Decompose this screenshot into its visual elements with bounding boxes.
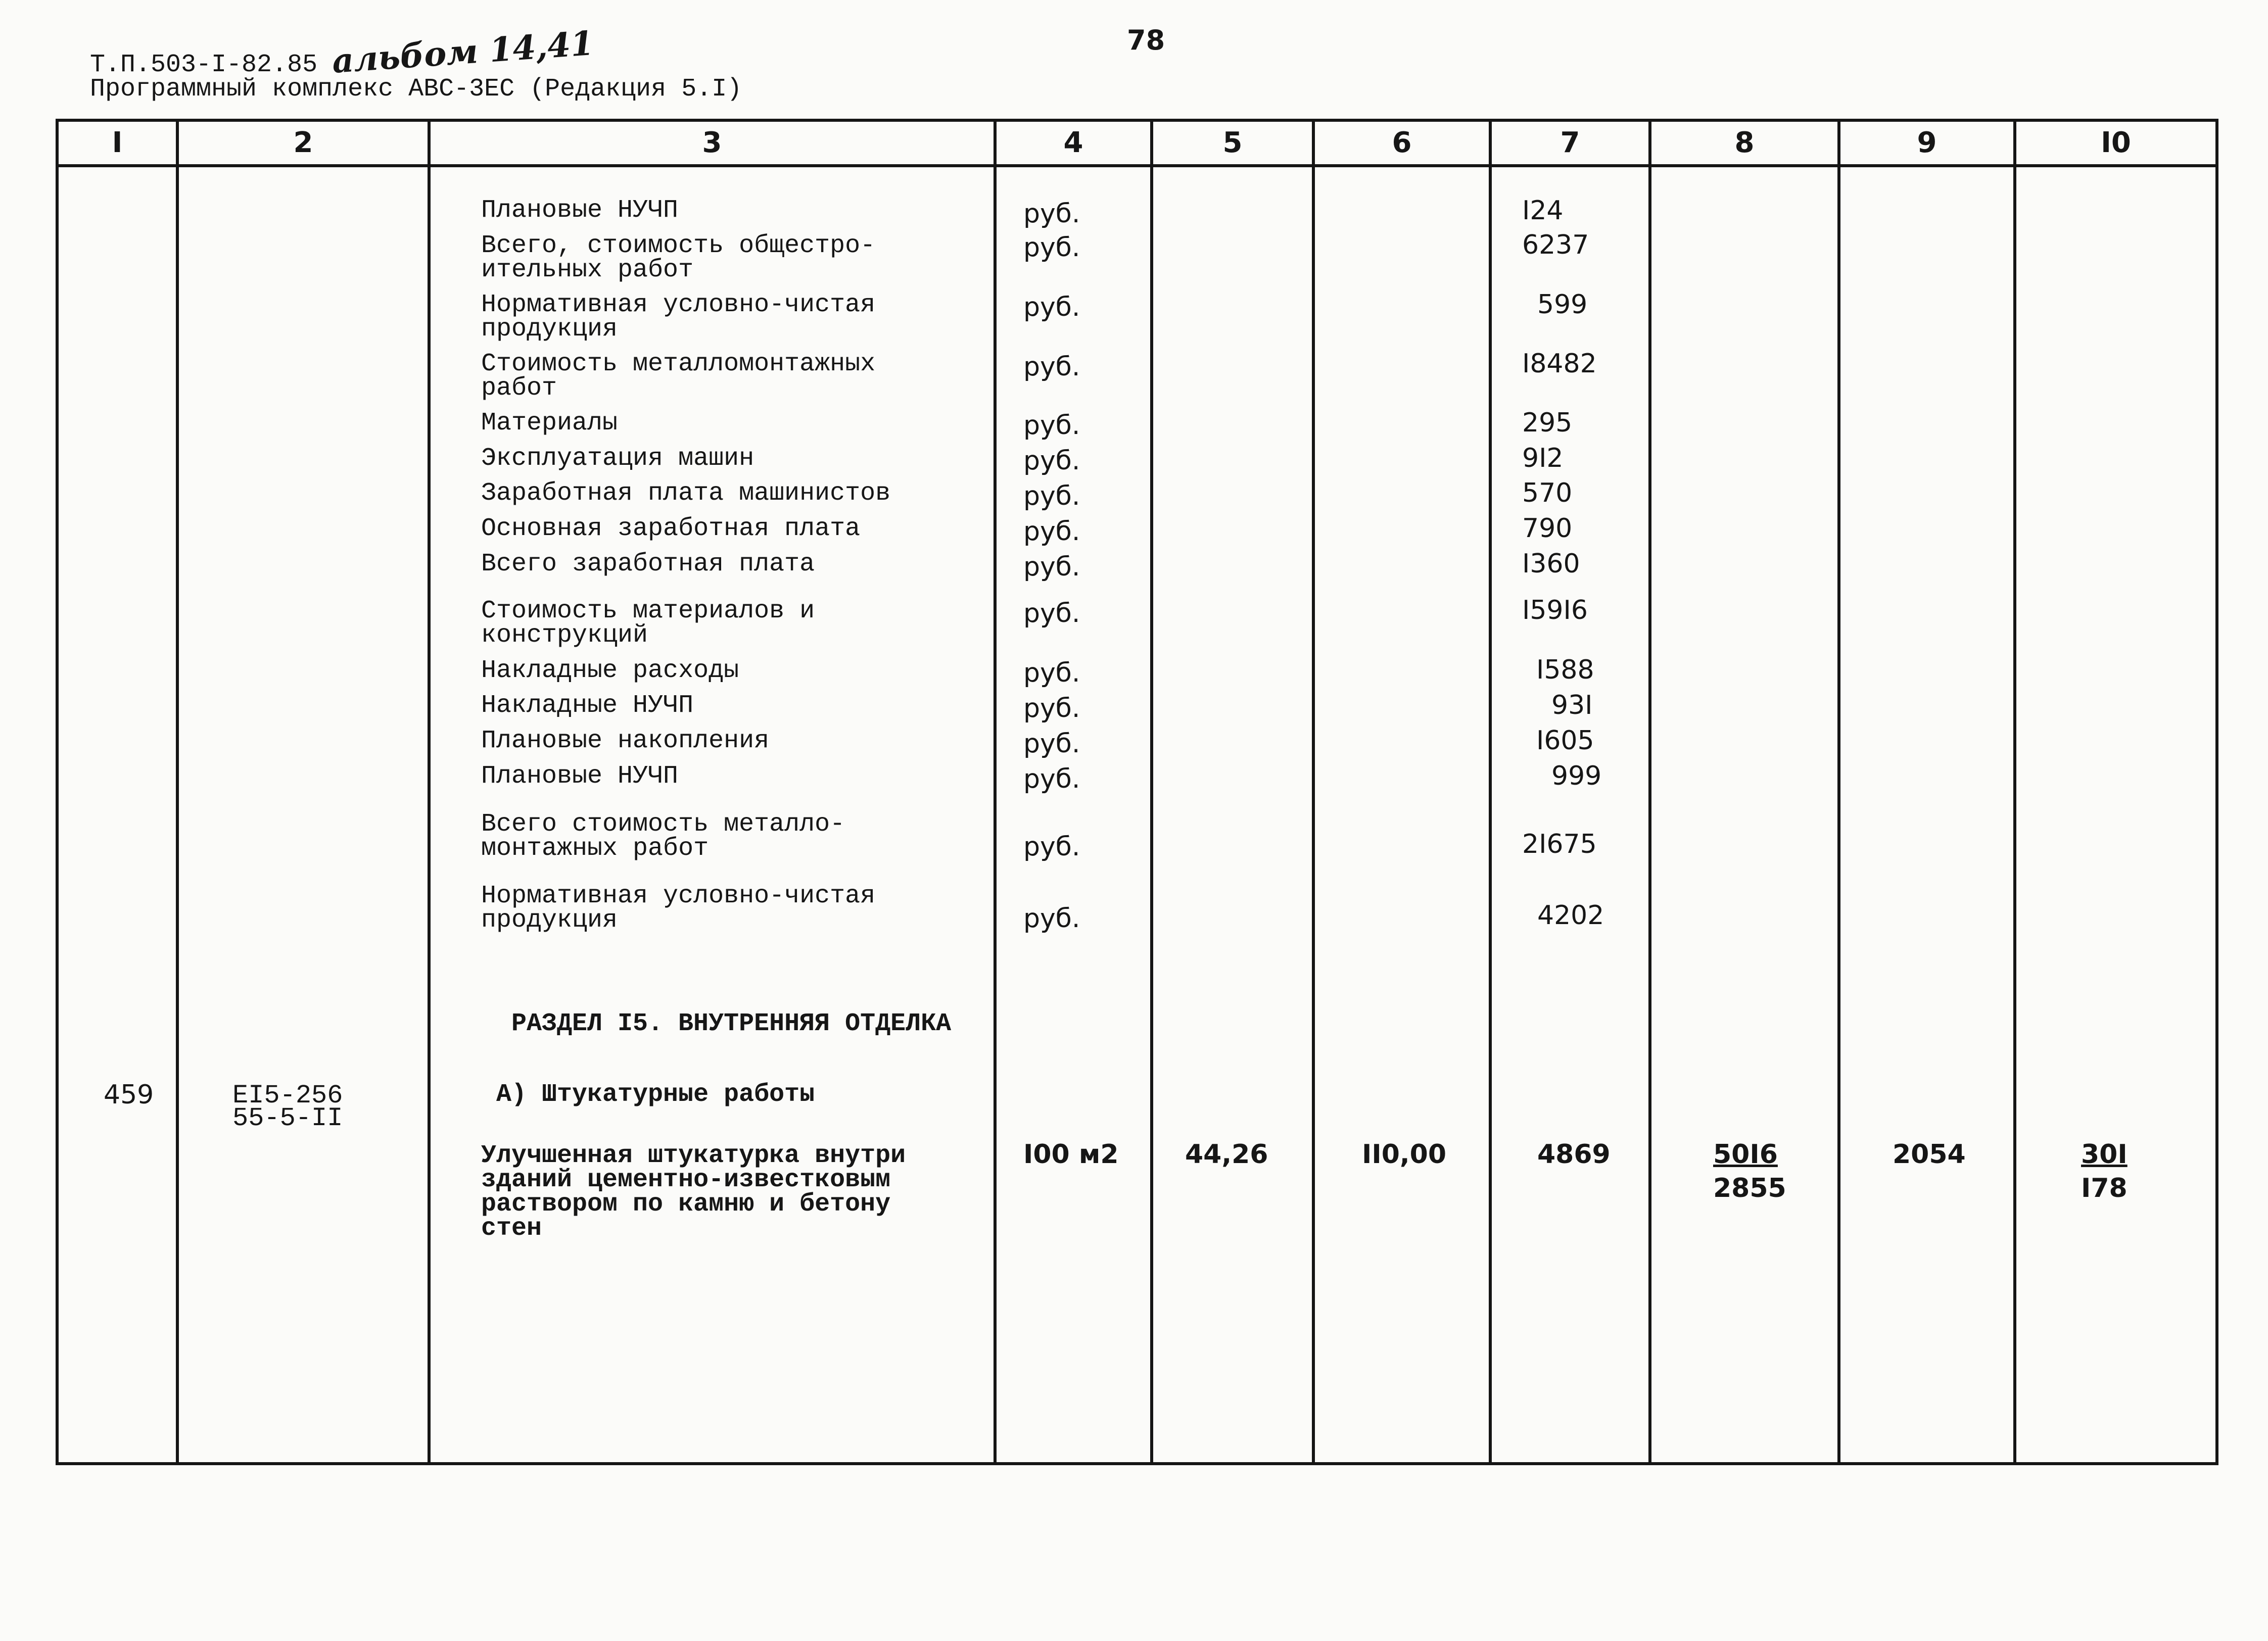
item-col8-bottom: 2855 [1713, 1173, 1786, 1203]
column-divider [428, 119, 431, 1465]
handwritten-album-note: альбом 14,41 [330, 23, 595, 81]
row-value: 9I2 [1522, 443, 1564, 473]
page-number: 78 [1127, 24, 1165, 56]
header-divider [56, 164, 2218, 167]
row-unit: руб. [1023, 446, 1080, 476]
item-col9: 2054 [1893, 1139, 1966, 1170]
row-unit: руб. [1023, 292, 1080, 322]
item-col10-top: 30I [2081, 1139, 2128, 1170]
column-divider [1837, 119, 1840, 1465]
row-unit: руб. [1023, 598, 1080, 629]
row-name: Накладные расходы [481, 656, 739, 685]
row-name: Всего, стоимость общестро- ительных работ [481, 231, 876, 284]
row-value: 93I [1551, 690, 1593, 720]
row-value: I605 [1536, 726, 1594, 756]
column-divider [2013, 119, 2016, 1465]
row-name: Нормативная условно-чистая продукция [481, 291, 876, 344]
row-value: 999 [1551, 761, 1602, 791]
row-unit: руб. [1023, 552, 1080, 582]
item-unit: I00 м2 [1023, 1139, 1119, 1170]
row-name: Стоимость металломонтажных работ [481, 350, 876, 403]
item-col7: 4869 [1537, 1139, 1611, 1170]
row-unit: руб. [1023, 729, 1080, 759]
column-header-1: I [112, 126, 123, 159]
column-header-3: 3 [702, 126, 722, 159]
item-col8-top: 50I6 [1713, 1139, 1778, 1170]
item-col6: II0,00 [1362, 1139, 1446, 1170]
item-col10-bottom: I78 [2081, 1173, 2128, 1203]
row-name: Плановые НУЧП [481, 762, 679, 791]
section-title: РАЗДЕЛ I5. ВНУТРЕННЯЯ ОТДЕЛКА [511, 1009, 952, 1038]
row-value: 2I675 [1522, 829, 1597, 859]
row-name: Плановые накопления [481, 727, 770, 755]
row-name: Материалы [481, 409, 618, 438]
column-header-4: 4 [1063, 126, 1083, 159]
row-unit: руб. [1023, 410, 1080, 441]
row-unit: руб. [1023, 481, 1080, 511]
row-value: I59I6 [1522, 595, 1588, 625]
section-subtitle: А) Штукатурные работы [496, 1080, 815, 1109]
row-value: I360 [1522, 549, 1580, 579]
row-value: 4202 [1537, 900, 1604, 931]
column-header-8: 8 [1734, 126, 1755, 159]
item-description: Улучшенная штукатурка внутри зданий цементно-известковым раствором по камню и бетону стен [481, 1141, 906, 1243]
column-divider [1312, 119, 1315, 1465]
row-value: I8482 [1522, 349, 1597, 379]
row-name: Плановые НУЧП [481, 196, 679, 225]
row-value: I588 [1536, 655, 1594, 685]
column-header-10: I0 [2101, 126, 2131, 159]
program-title: Программный комплекс АВС-3ЕС (Редакция 5.I) [90, 75, 742, 104]
row-value: 599 [1537, 289, 1588, 320]
item-code-line1: EI5-256 [232, 1081, 343, 1111]
column-divider [1489, 119, 1492, 1465]
row-name: Эксплуатация машин [481, 444, 754, 473]
row-unit: руб. [1023, 199, 1080, 229]
column-header-2: 2 [293, 126, 313, 159]
row-unit: руб. [1023, 693, 1080, 723]
item-number: 459 [104, 1080, 154, 1110]
row-name: Заработная плата машинистов [481, 479, 891, 508]
row-unit: руб. [1023, 516, 1080, 547]
row-unit: руб. [1023, 658, 1080, 688]
column-header-5: 5 [1222, 126, 1243, 159]
row-name: Основная заработная плата [481, 514, 861, 543]
document-code: Т.П.503-I-82.85 [90, 51, 318, 79]
row-name: Всего заработная плата [481, 550, 815, 578]
row-value: I24 [1522, 196, 1564, 226]
row-unit: руб. [1023, 352, 1080, 382]
row-value: 790 [1522, 513, 1573, 544]
row-value: 6237 [1522, 230, 1589, 260]
column-header-7: 7 [1560, 126, 1580, 159]
column-header-9: 9 [1917, 126, 1937, 159]
column-header-6: 6 [1392, 126, 1412, 159]
row-name: Стоимость материалов и конструкций [481, 597, 815, 650]
column-divider [1648, 119, 1651, 1465]
row-value: 295 [1522, 408, 1573, 438]
row-name: Нормативная условно-чистая продукция [481, 882, 876, 935]
row-unit: руб. [1023, 903, 1080, 934]
row-unit: руб. [1023, 832, 1080, 862]
row-unit: руб. [1023, 232, 1080, 263]
column-divider [1150, 119, 1153, 1465]
column-divider [994, 119, 997, 1465]
row-unit: руб. [1023, 764, 1080, 794]
row-name: Всего стоимость металло- монтажных работ [481, 810, 845, 863]
column-divider [176, 119, 179, 1465]
row-value: 570 [1522, 478, 1573, 508]
item-col5: 44,26 [1185, 1139, 1268, 1170]
item-code-line2: 55-5-II [232, 1103, 343, 1133]
estimate-table [56, 119, 2218, 1465]
row-name: Накладные НУЧП [481, 691, 694, 720]
